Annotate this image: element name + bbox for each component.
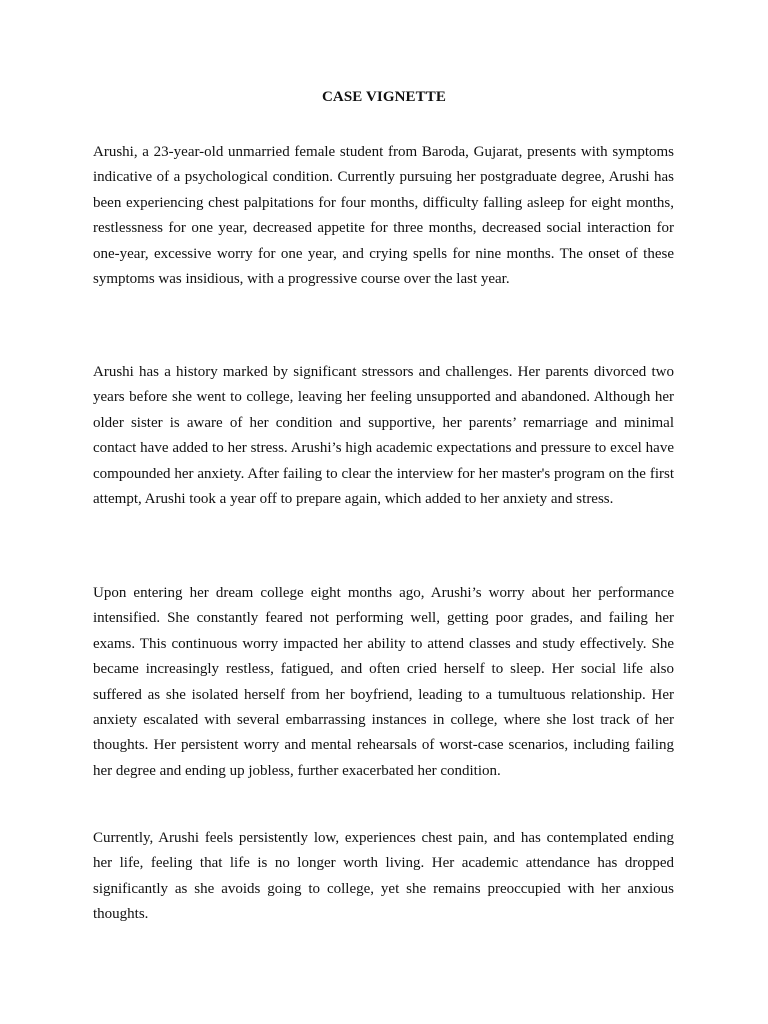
paragraph-history: Arushi has a history marked by significant stressors and challenges. Her parents divorced two years before she went to college, leaving her feeling unsupported and abandoned. Although her older sister is aware of her condition and supportive, her parents’ remarriage and minimal contact have added to her stress. Arushi’s high academic expectations and pressure to excel have compounded her anxiety. After failing to clear the interview for her master's program on the first attempt, Arushi took a year off to prepare again, which added to her anxiety and stress.: [93, 364, 674, 508]
paragraph-college-experience: Upon entering her dream college eight months ago, Arushi’s worry about her performance intensified. She constantly feared not performing well, getting poor grades, and failing her exams. This continuous worry impacted her ability to attend classes and study effectively. She became increasingly restless, fatigued, and often cried herself to sleep. Her social life also suffered as she isolated herself from her boyfriend, leading to a tumultuous relationship. Her anxiety escalated with several embarrassing instances in college, where she lost track of her thoughts. Her persistent worry and mental rehearsals of worst-case scenarios, including failing her degree and ending up jobless, further exacerbated her condition.: [93, 585, 674, 779]
paragraph-current-status: Currently, Arushi feels persistently low, experiences chest pain, and has contemplated ending her life, feeling that life is no longer worth living. Her academic attendance has dropped significantly as she avoids going to college, yet she remains preoccupied with her anxious thoughts.: [93, 830, 674, 923]
document-title: CASE VIGNETTE: [322, 89, 446, 105]
paragraph-presenting-symptoms: Arushi, a 23-year-old unmarried female student from Baroda, Gujarat, presents with symptoms indicative of a psychological condition. Currently pursuing her postgraduate degree, Arushi has been experiencing chest palpitations for four months, difficulty falling asleep for eight months, restlessness for one year, decreased appetite for three months, decreased social interaction for one-year, excessive worry for one year, and crying spells for nine months. The onset of these symptoms was insidious, with a progressive course over the last year.: [93, 144, 674, 288]
